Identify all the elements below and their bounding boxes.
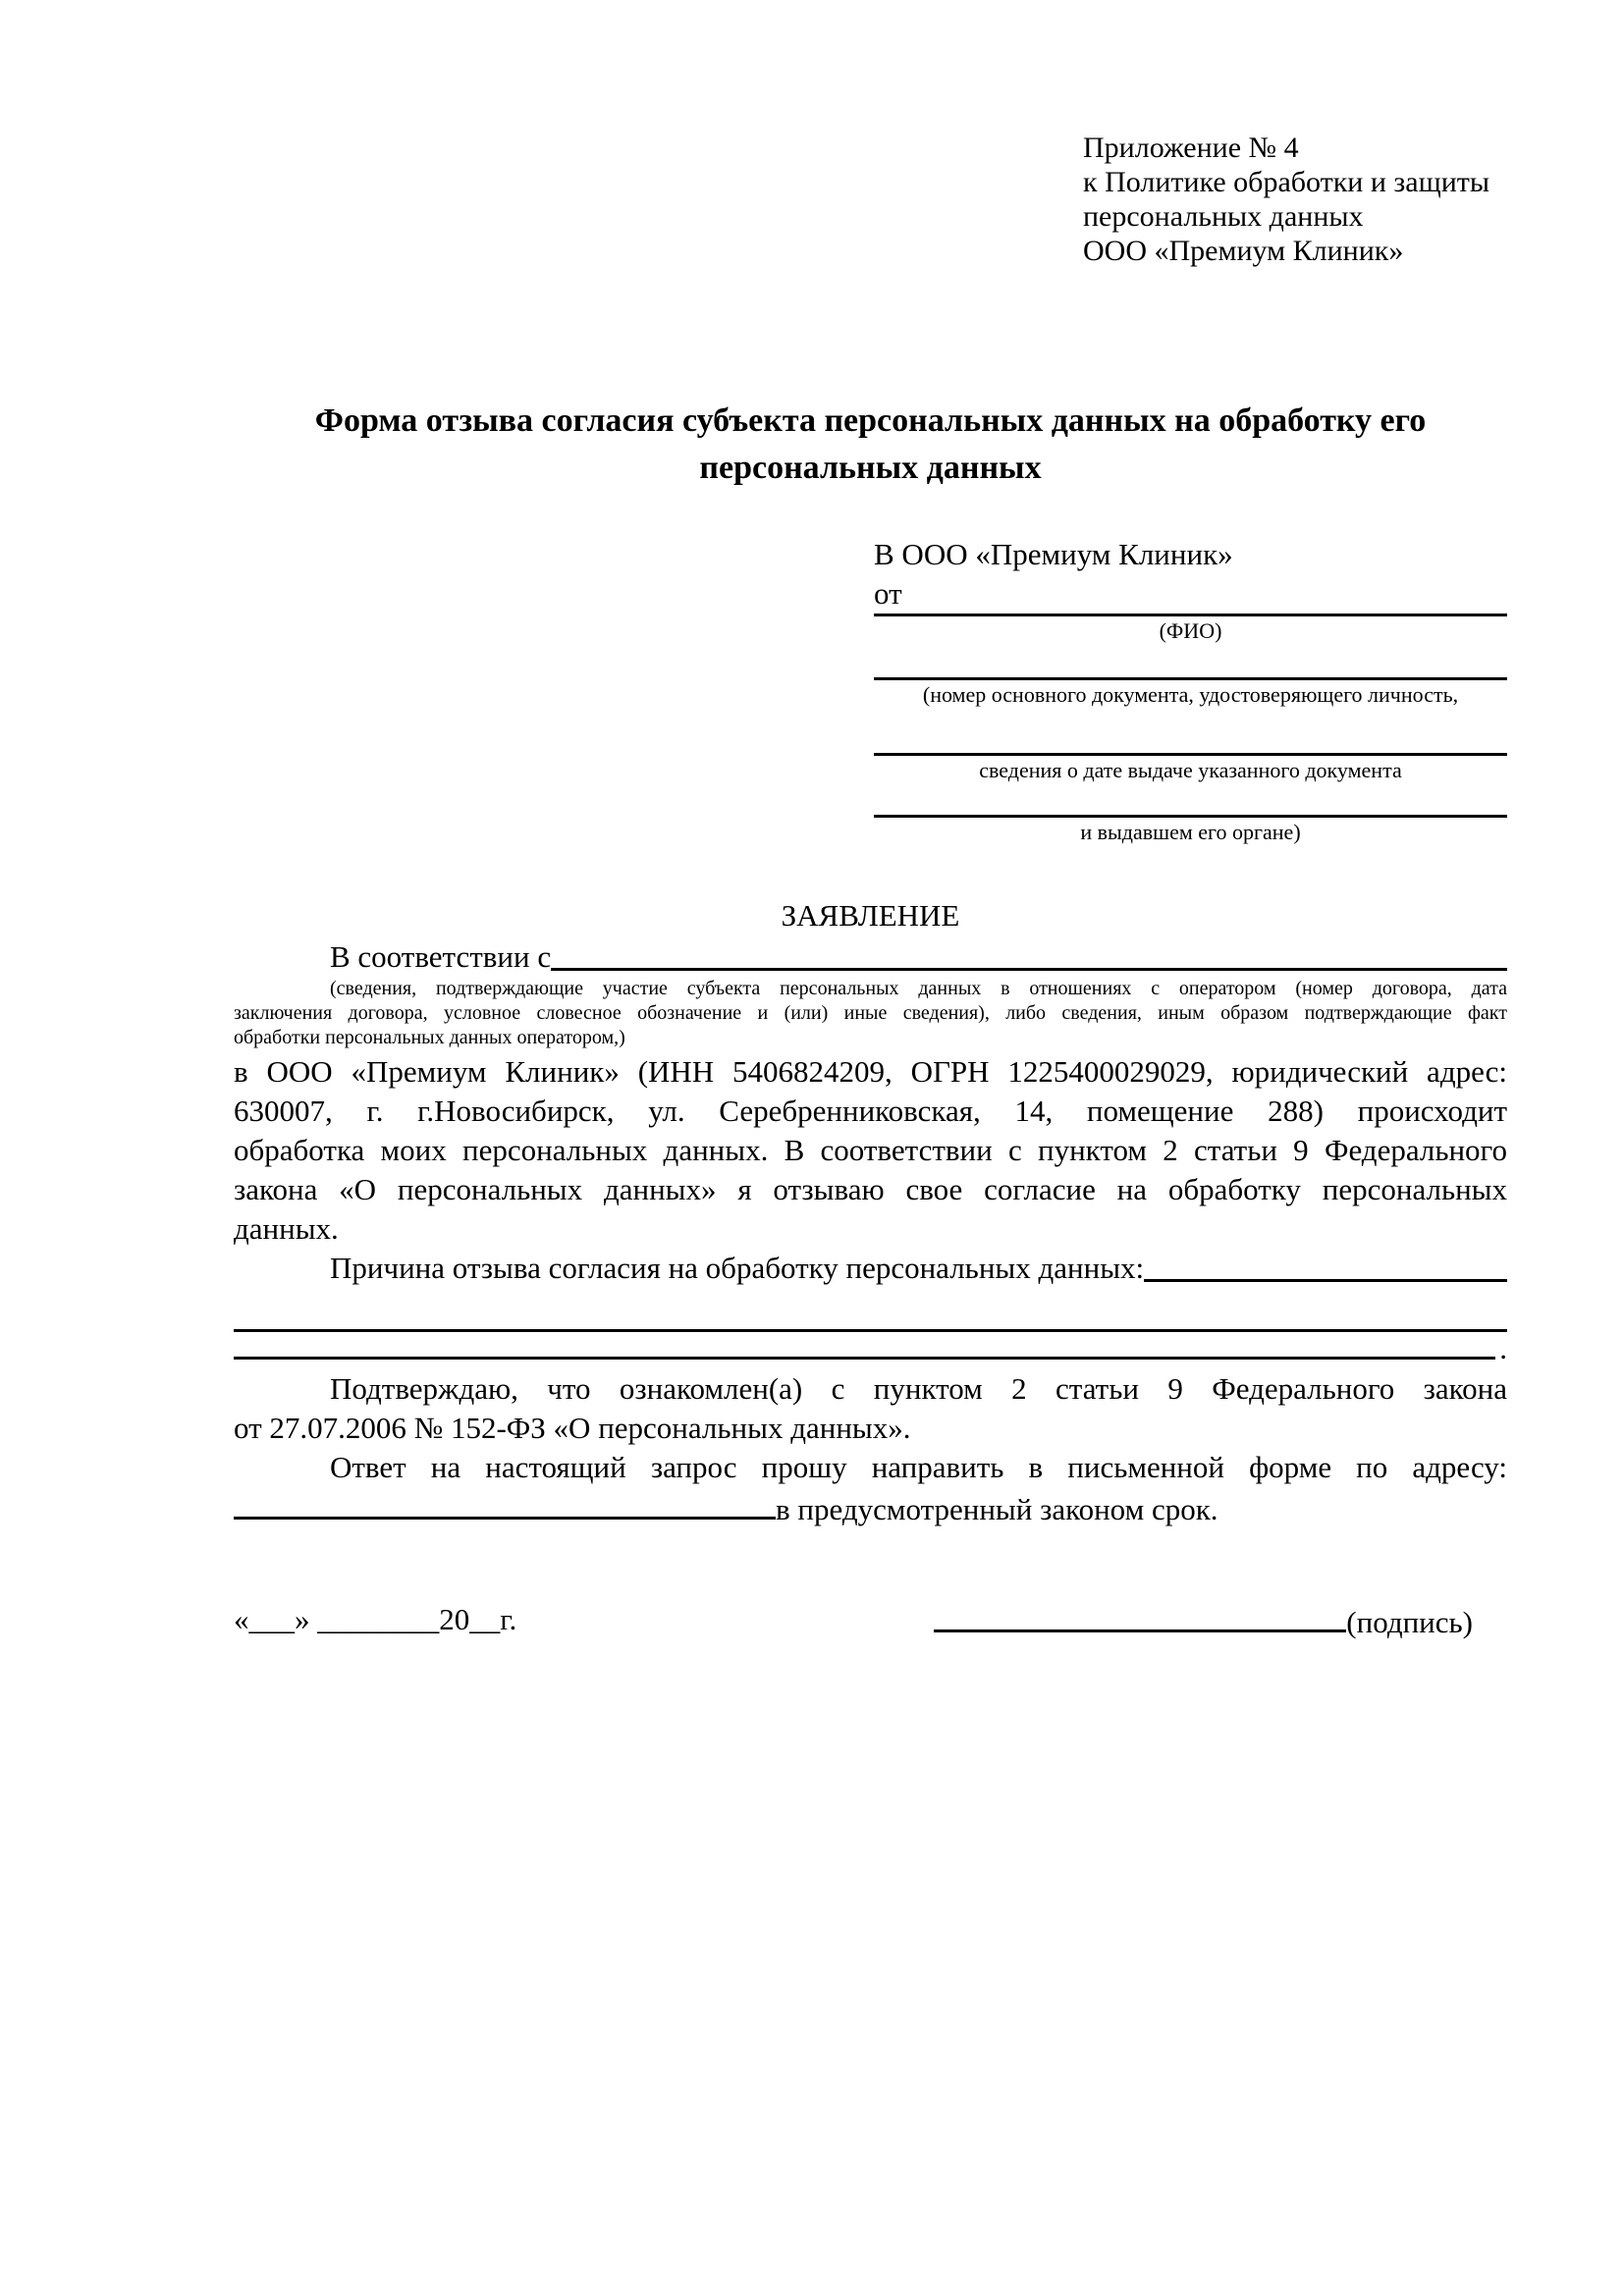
statement-body-line: в ООО «Премиум Клиник» (ИНН 5406824209, ОГРН 1225400029029, юридический адрес: [234,1054,1507,1089]
id-document-caption: (номер основного документа, удостоверяющего личность, [922,682,1459,707]
basis-label: В соответствии с [330,939,552,974]
fine-print-line: обработки персональных данных оператором,) [234,1027,625,1048]
basis-blank-line [551,937,1507,971]
document-content [234,0,1507,1642]
reply-line: Ответ на настоящий запрос прошу направить в письменной форме по адресу: [330,1450,1507,1484]
fine-print-line: заключения договора, условное словесное обозначение и (или) иные сведения), либо сведения, иным образом подтверждающие факт [234,1002,1507,1024]
reason-blank-line [1144,1249,1507,1282]
reply-suffix: в предусмотренный законом срок. [776,1492,1218,1526]
signature-caption: (подпись) [1346,1605,1473,1639]
appendix-line: ООО «Премиум Клиник» [1083,235,1404,267]
addressee-to: В ООО «Премиум Клиник» [874,537,1233,571]
statement-body [234,1052,1507,1249]
appendix-line: персональных данных [1083,200,1364,233]
acknowledgement-line: от 27.07.2006 № 152-ФЗ «О персональных данных». [234,1411,911,1445]
addressee-from-label: от [874,576,902,611]
reason-row [234,1249,1507,1288]
statement-body-line: 630007, г. г.Новосибирск, ул. Серебренниковская, 14, помещение 288) происходит [234,1094,1507,1128]
fine-print-line: (сведения, подтверждающие участие субъекта персональных данных в отношениях с оператором (номер договора, дата [330,978,1507,999]
signature-area [934,1600,1473,1642]
signature-blank-line [934,1600,1346,1632]
appendix-note [1083,131,1507,268]
issue-date-caption: сведения о дате выдаче указанного документа [979,758,1402,782]
issuing-authority-caption: и выдавшем его органе) [1080,820,1301,844]
reason-blank-line-3 [234,1357,1495,1360]
statement-body-line: закона «О персональных данных» я отзываю свое согласие на обработку персональных [234,1172,1507,1206]
acknowledgement-line: Подтверждаю, что ознакомлен(а) с пунктом 2 статьи 9 Федерального закона [330,1371,1507,1406]
statement-body-line: обработка моих персональных данных. В соответствии с пунктом 2 статьи 9 Федерального [234,1133,1507,1167]
statement-heading: ЗАЯВЛЕНИЕ [781,898,960,933]
document-title: Форма отзыва согласия субъекта персональных данных на обработку его персональных данных [314,402,1427,486]
date-blank: «___» ________20__г. [234,1602,517,1636]
blank-end-period: . [1499,1331,1507,1365]
address-blank-line [234,1487,776,1520]
reason-label: Причина отзыва согласия на обработку персональных данных: [330,1251,1145,1285]
reply-paragraph [234,1448,1507,1529]
addressee-block [874,535,1507,847]
appendix-line: Приложение № 4 [1083,132,1299,164]
reason-blank-row-3 [234,1332,1507,1363]
fio-caption: (ФИО) [1159,618,1222,643]
appendix-line: к Политике обработки и защиты [1083,166,1490,198]
statement-body-line: данных. [234,1211,339,1246]
basis-fine-print [234,977,1507,1050]
acknowledgement-paragraph [234,1369,1507,1448]
reply-line-2 [234,1487,1507,1529]
date-signature-row [234,1600,1507,1642]
basis-row [234,937,1507,977]
